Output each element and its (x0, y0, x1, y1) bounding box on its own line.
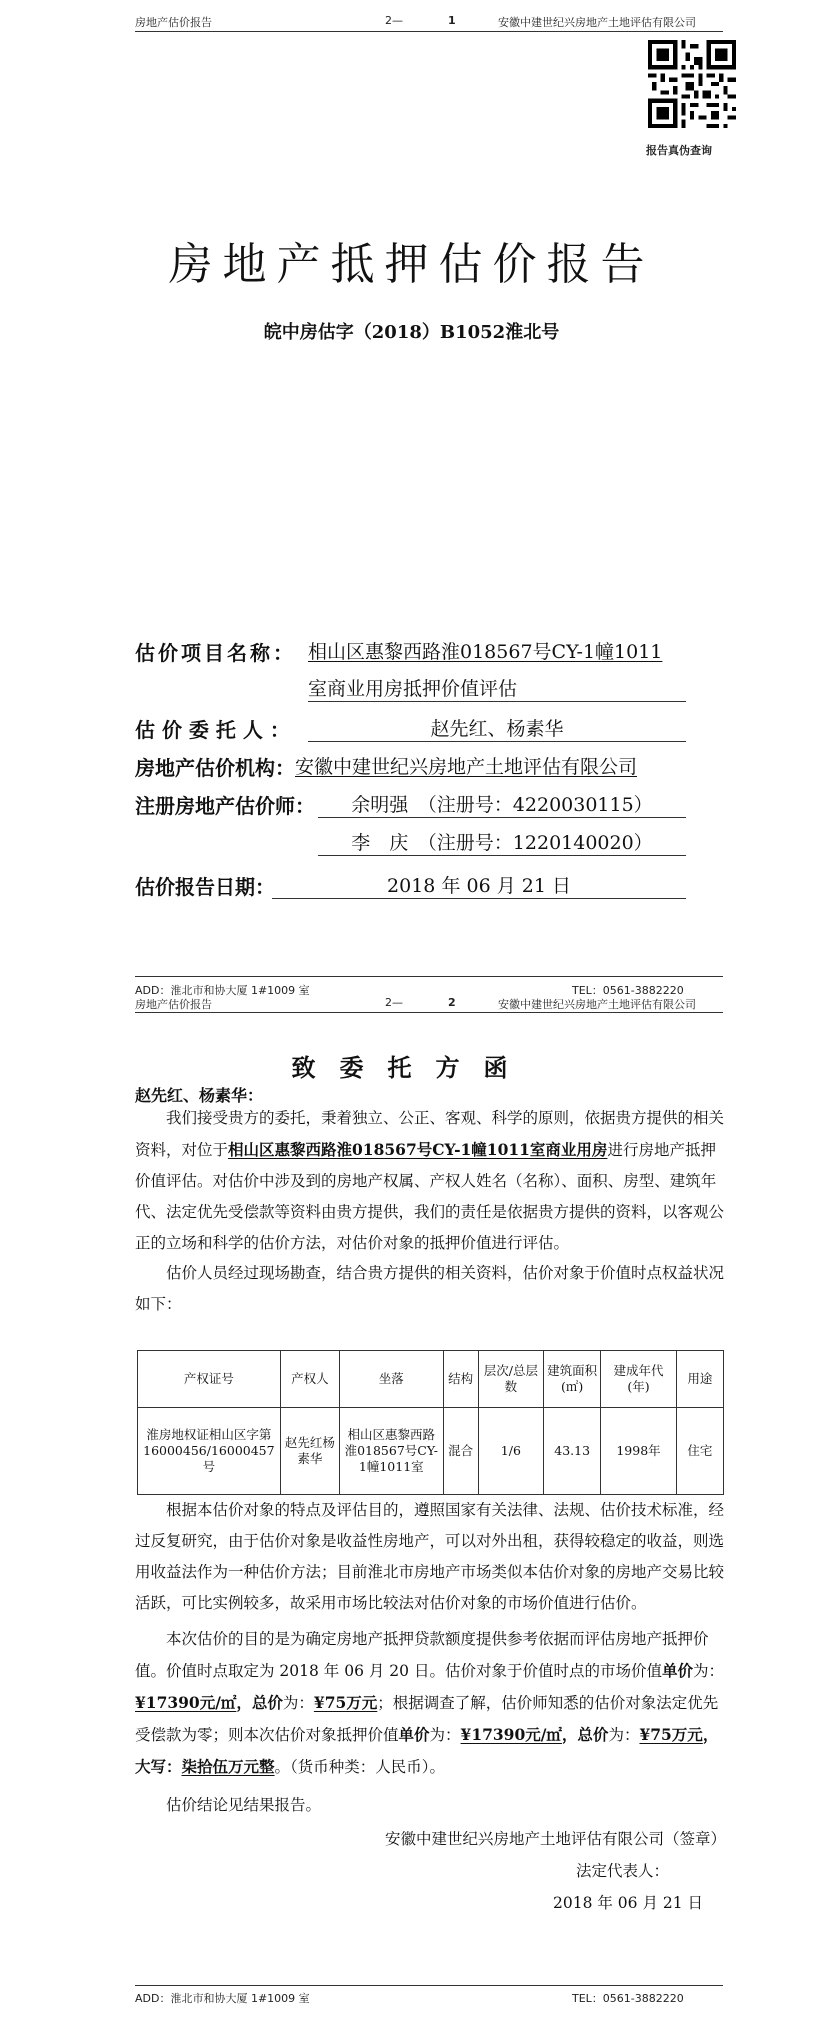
header-rule (135, 1012, 723, 1013)
salutation: 赵先红、杨素华： (135, 1086, 264, 1105)
report-title: 房地产抵押估价报告 (168, 239, 655, 290)
header-right: 安徽中建世纪兴房地产土地评估有限公司 (498, 998, 696, 1011)
header-right: 安徽中建世纪兴房地产土地评估有限公司 (498, 16, 696, 29)
amount-in-words: 柒拾伍万元整 (181, 1757, 275, 1776)
property-table (137, 1350, 724, 1495)
project-name-line2: 室商业用房抵押价值评估 (308, 674, 686, 702)
property-address: 相山区惠黎西路淮018567号CY-1幢1011室商业用房 (228, 1140, 608, 1159)
mortgage-unit-price: ¥17390元/㎡ (460, 1725, 562, 1744)
paragraph-1: 我们接受贵方的委托，秉着独立、公正、客观、科学的原则，依据贵方提供的相关资料，对位于相山区惠黎西路淮018567号CY-1幢1011室商业用房进行房地产抵押价值评估。对估价中涉及到的房地产权属、产权人姓名（名称）、面积、房型、建筑年代、法定优先受偿款等资料由贵方提供，我们的责任是依据贵方提供的资料，以客观公正的立场和科学的估价方法，对估价对象的抵押价值进行评估。 (135, 1109, 725, 1252)
th-area: 建筑面积(㎡) (544, 1351, 601, 1408)
market-total-price: ¥75万元 (313, 1693, 378, 1712)
paragraph-4: 本次估价的目的是为确定房地产抵押贷款额度提供参考依据而评估房地产抵押价值。价值时点取定为 2018 年 06 月 20 日。估价对象于价值时点的市场价值单价为：¥17390元/㎡，总价为：¥75万元；根据调查了解，估价师知悉的估价对象法定优先受偿款为零；则本次估价对象抵押价值单价为：¥17390元/㎡，总价为：¥75万元，大写：柒拾伍万元整。（货币种类：人民币）。 (135, 1630, 724, 1776)
header-left: 房地产估价报告 (135, 998, 212, 1011)
footer-tel: TEL：0561-3882220 (572, 984, 684, 997)
signature-representative: 法定代表人： (576, 1862, 670, 1880)
paragraph-5: 估价结论见结果报告。 (166, 1796, 322, 1814)
market-unit-price: ¥17390元/㎡ (135, 1693, 237, 1712)
paragraph-3: 根据本估价对象的特点及评估目的，遵照国家有关法律、法规、估价技术标准，经过反复研究，由于估价对象是收益性房地产，可以对外出租，获得较稳定的收益，则选用收益法作为一种估价方法；目前淮北市房地产市场类似本估价对象的房地产交易比较活跃，可比实例较多，故采用市场比较法对估价对象的市场价值进行估价。 (135, 1501, 725, 1612)
cell-floor: 1/6 (478, 1408, 543, 1495)
cell-year: 1998年 (601, 1408, 676, 1495)
appraiser-2: 李 庆 （注册号：1220140020） (318, 828, 686, 856)
table-row (138, 1408, 724, 1495)
cell-location: 相山区惠黎西路淮018567号CY-1幢1011室 (340, 1408, 444, 1495)
report-number: 皖中房估字（2018）B1052淮北号 (263, 322, 560, 343)
qr-caption: 报告真伪查询 (646, 144, 712, 157)
th-cert-no: 产权证号 (138, 1351, 281, 1408)
footer-address: ADD：淮北市和协大厦 1#1009 室 (135, 984, 310, 997)
th-usage: 用途 (676, 1351, 723, 1408)
report-date-label: 估价报告日期： (135, 875, 275, 899)
footer-address: ADD：淮北市和协大厦 1#1009 室 (135, 1992, 310, 2005)
qr-code-icon[interactable] (648, 40, 736, 128)
header-page-number: 2 (448, 996, 456, 1009)
paragraph-2: 估价人员经过现场勘查，结合贵方提供的相关资料，估价对象于价值时点权益状况如下： (135, 1264, 725, 1313)
th-location: 坐落 (340, 1351, 444, 1408)
letter-title: 致委托方函 (291, 1053, 532, 1082)
th-structure: 结构 (443, 1351, 478, 1408)
footer-tel: TEL：0561-3882220 (572, 1992, 684, 2005)
agency-label: 房地产估价机构： (135, 756, 295, 780)
header-rule (135, 31, 723, 32)
header-page-number: 1 (448, 14, 456, 27)
th-year: 建成年代(年) (601, 1351, 676, 1408)
appraiser-1: 余明强 （注册号：4220030115） (318, 790, 686, 818)
header-page-prefix: 2— (385, 14, 403, 27)
report-date-value: 2018 年 06 月 21 日 (272, 871, 686, 899)
cell-structure: 混合 (443, 1408, 478, 1495)
signature-company: 安徽中建世纪兴房地产土地评估有限公司（签章） (385, 1830, 727, 1848)
th-owner: 产权人 (280, 1351, 339, 1408)
header-page-prefix: 2— (385, 996, 403, 1009)
agency-value: 安徽中建世纪兴房地产土地评估有限公司 (295, 756, 638, 778)
client-label: 估 价 委 托 人 ： (135, 718, 290, 742)
header-left: 房地产估价报告 (135, 16, 212, 29)
client-value: 赵先红、杨素华 (308, 714, 686, 742)
project-name-label: 估价项目名称： (135, 641, 296, 665)
cell-usage: 住宅 (676, 1408, 723, 1495)
cell-area: 43.13 (544, 1408, 601, 1495)
footer-rule (135, 976, 723, 977)
mortgage-total-price: ¥75万元 (639, 1725, 703, 1744)
appraiser-label: 注册房地产估价师： (135, 794, 315, 818)
signature-date: 2018 年 06 月 21 日 (553, 1894, 704, 1912)
th-floor: 层次/总层数 (478, 1351, 543, 1408)
footer-rule (135, 1985, 723, 1986)
cell-owner: 赵先红杨素华 (280, 1408, 339, 1495)
cell-cert-no: 淮房地权证相山区字第16000456/16000457号 (138, 1408, 281, 1495)
project-name-line1: 相山区惠黎西路淮018567号CY-1幢1011 (308, 641, 663, 663)
